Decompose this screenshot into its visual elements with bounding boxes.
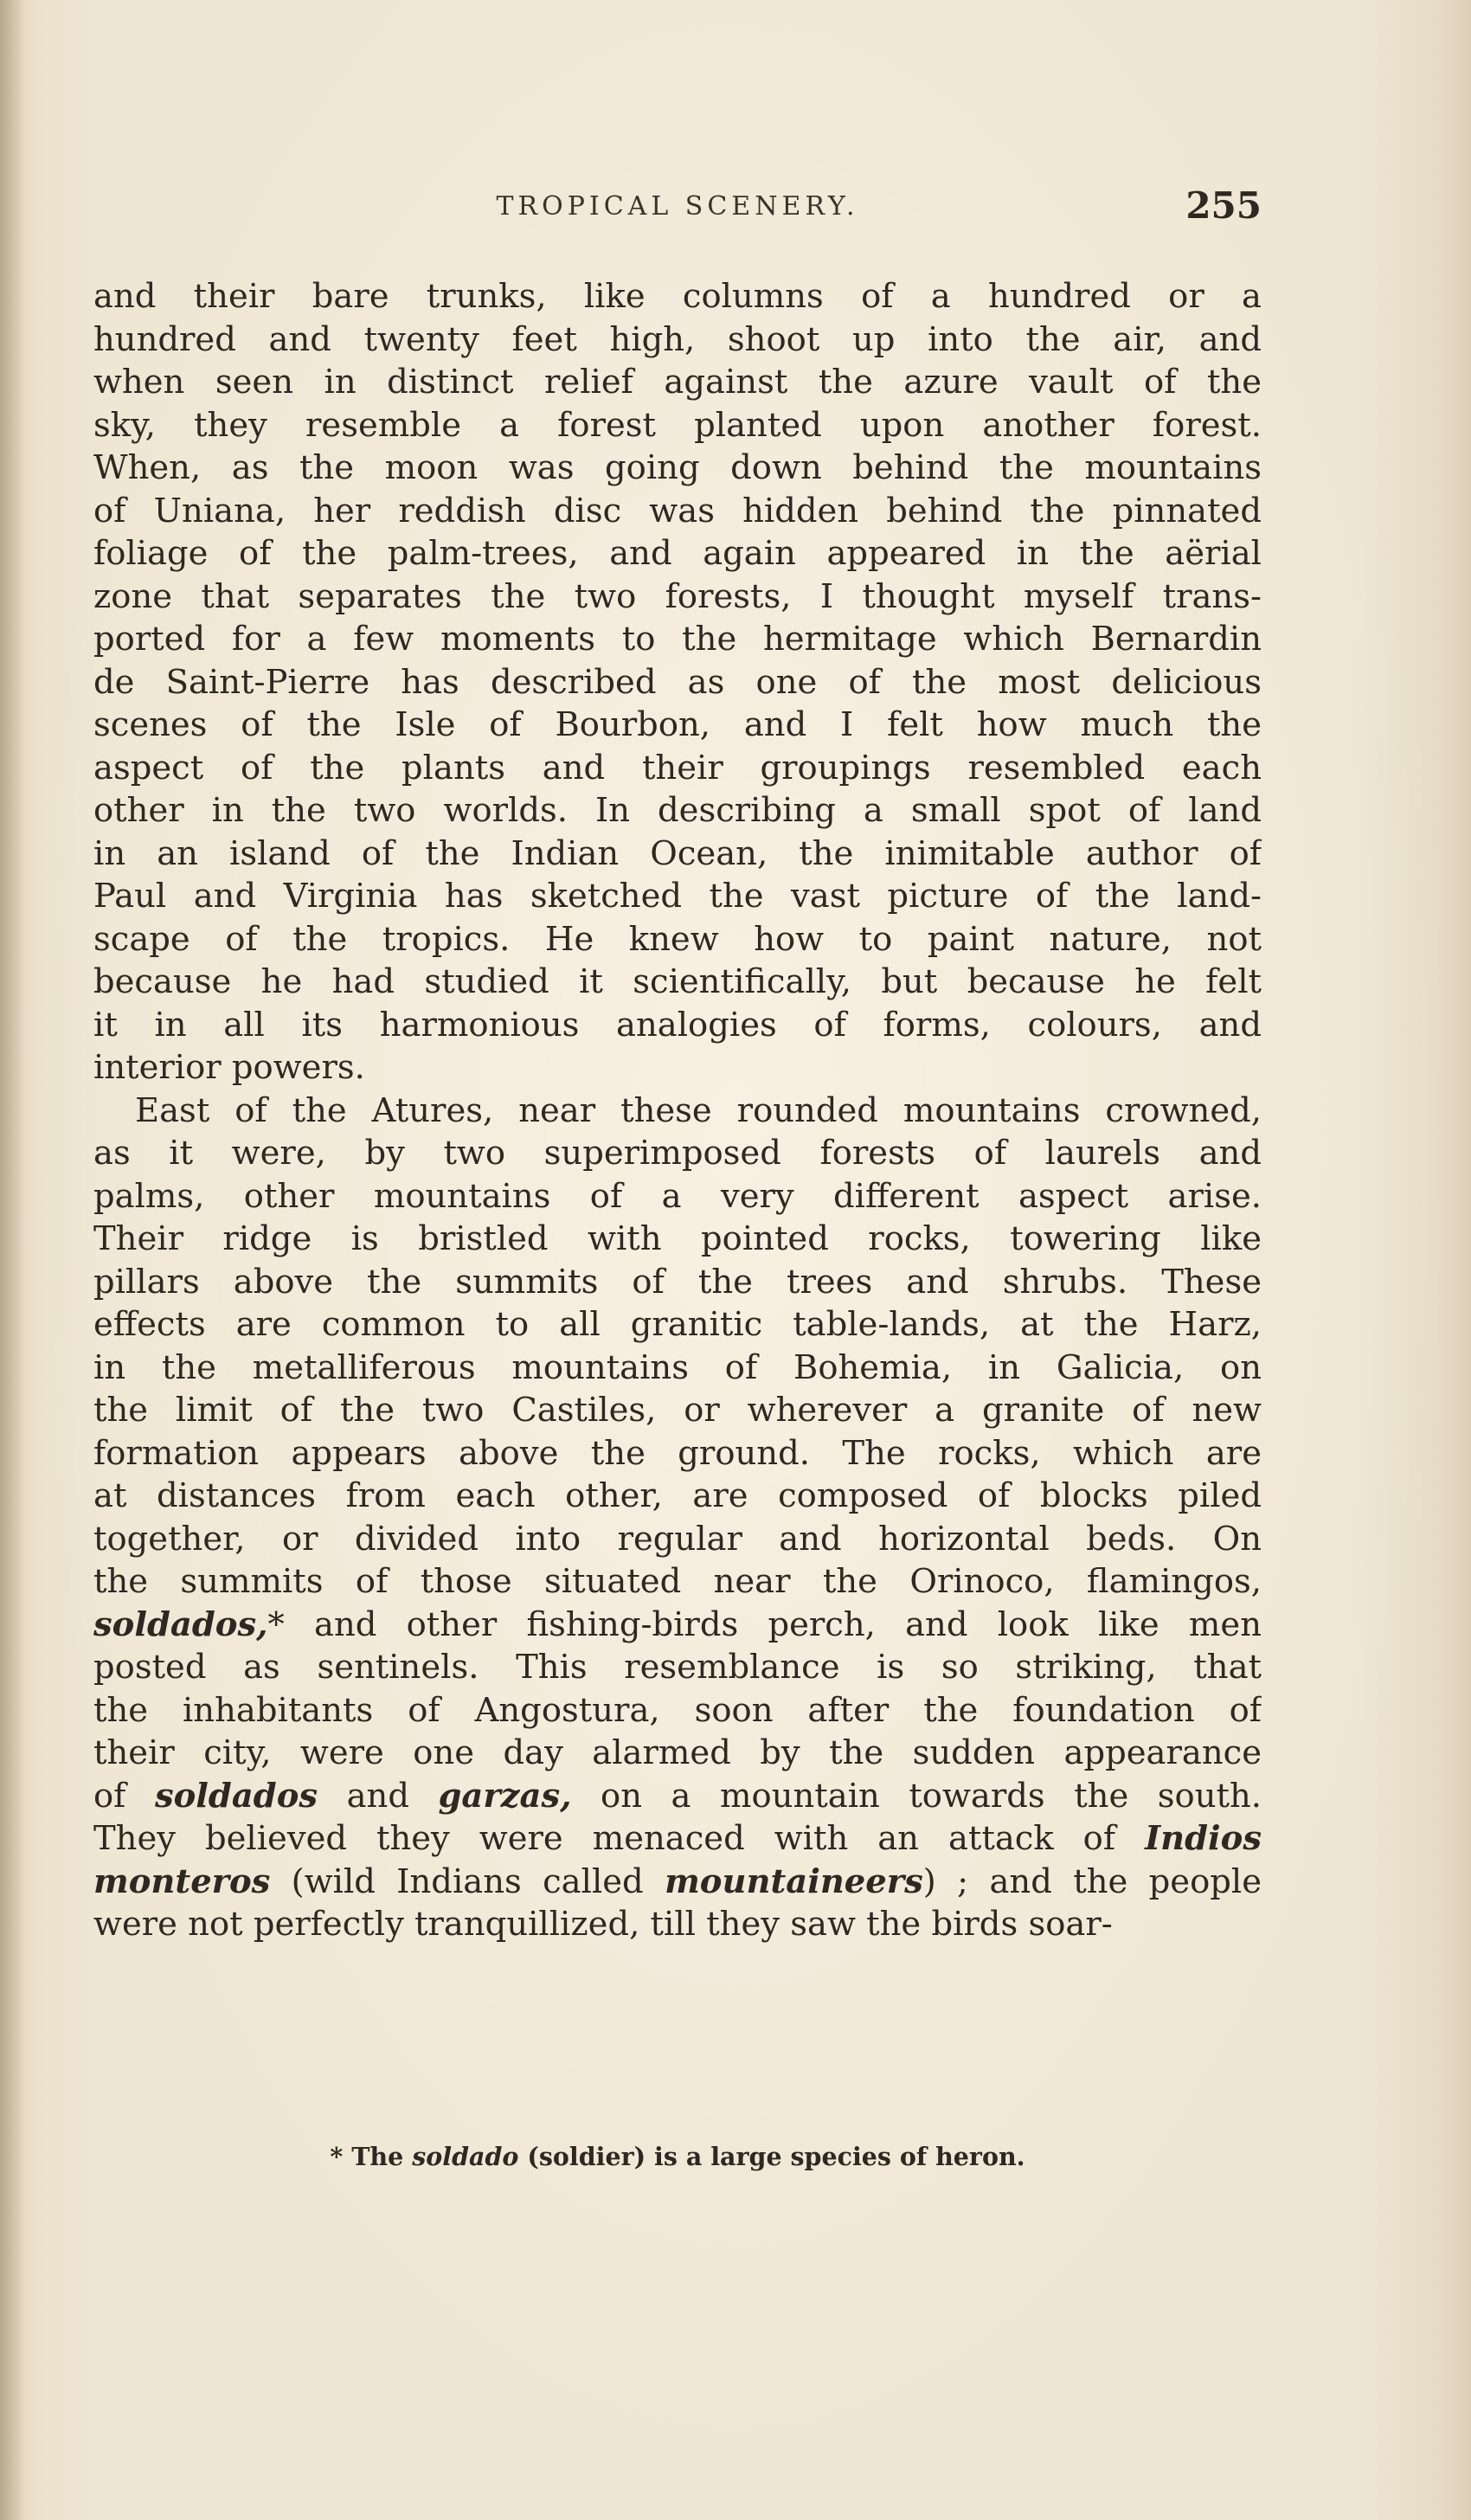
text-line	[93, 1218, 1262, 1261]
text-line	[93, 575, 1262, 619]
paragraph	[93, 275, 1262, 1090]
italic-term: mountaineers	[665, 1861, 923, 1901]
text-segment: were not perfectly tranquillized, till they saw the birds soar-	[93, 1905, 1113, 1944]
text-line	[93, 1518, 1262, 1561]
running-title: TROPICAL SCENERY.	[496, 191, 859, 222]
text-segment: Paul and Virginia has sketched the vast picture of the land-	[93, 877, 1262, 916]
text-segment: sky, they resemble a forest planted upon another forest.	[93, 405, 1262, 445]
text-segment: and their bare trunks, like columns of a hundred or a	[93, 277, 1262, 316]
text-line	[93, 1560, 1262, 1604]
body-text	[93, 275, 1262, 1946]
text-line	[93, 618, 1262, 661]
text-segment: (wild Indians called	[270, 1861, 665, 1901]
text-line	[93, 490, 1262, 533]
text-segment: hundred and twenty feet high, shoot up into the air, and	[93, 319, 1262, 359]
page-spine-shadow	[0, 0, 24, 2520]
text-segment: They believed they were menaced with an attack of	[93, 1819, 1146, 1858]
text-line	[93, 447, 1262, 490]
text-segment: in an island of the Indian Ocean, the inimitable author of	[93, 833, 1262, 873]
text-line	[93, 1175, 1262, 1218]
footnote-marker: * The	[330, 2142, 413, 2171]
text-line	[93, 1775, 1262, 1818]
text-segment: de Saint-Pierre has described as one of the most delicious	[93, 662, 1262, 702]
footnote-text: (soldier) is a large species of heron.	[518, 2142, 1025, 2171]
text-line	[93, 1604, 1262, 1647]
text-segment: on a mountain towards the south.	[571, 1776, 1262, 1816]
text-line	[93, 275, 1262, 318]
footnote-term: soldado	[412, 2142, 519, 2171]
text-segment: the inhabitants of Angostura, soon after the foundation of	[93, 1690, 1262, 1730]
text-segment: because he had studied it scientifically, but because he felt	[93, 962, 1262, 1001]
text-segment: formation appears above the ground. The rocks, which are	[93, 1433, 1262, 1473]
page-number: 255	[1185, 184, 1262, 227]
text-segment: * and other fishing-birds perch, and look like men	[267, 1604, 1262, 1644]
text-segment: posted as sentinels. This resemblance is so striking, that	[93, 1648, 1262, 1687]
text-line	[93, 1475, 1262, 1518]
text-segment: at distances from each other, are composed of blocks piled	[93, 1476, 1262, 1515]
text-segment: pillars above the summits of the trees and shrubs. These	[93, 1262, 1262, 1302]
text-segment: palms, other mountains of a very different aspect arise.	[93, 1176, 1262, 1216]
text-segment: when seen in distinct relief against the azure vault of the	[93, 363, 1262, 402]
text-segment: together, or divided into regular and horizontal beds. On	[93, 1519, 1262, 1559]
text-segment: scape of the tropics. He knew how to paint nature, not	[93, 919, 1262, 959]
text-line	[93, 318, 1262, 362]
running-head	[93, 184, 1262, 236]
text-line	[93, 1303, 1262, 1347]
text-line	[93, 789, 1262, 832]
text-line	[93, 1389, 1262, 1432]
text-segment: the limit of the two Castiles, or wherever a granite of new	[93, 1391, 1262, 1430]
text-segment: scenes of the Isle of Bourbon, and I felt how much the	[93, 705, 1262, 744]
text-segment: of Uniana, her reddish disc was hidden behind the pinnated	[93, 491, 1262, 530]
text-line	[93, 1432, 1262, 1475]
text-line	[93, 361, 1262, 404]
text-segment: it in all its harmonious analogies of forms, colours, and	[93, 1005, 1262, 1045]
text-line	[93, 875, 1262, 918]
text-line	[93, 661, 1262, 704]
text-segment: other in the two worlds. In describing a small spot of land	[93, 791, 1262, 830]
text-segment: Their ridge is bristled with pointed rocks, towering like	[93, 1219, 1262, 1258]
text-line	[93, 1046, 1262, 1090]
text-line	[93, 1817, 1262, 1861]
italic-term: garzas,	[438, 1776, 572, 1816]
text-line	[93, 1090, 1262, 1133]
text-line	[93, 1132, 1262, 1175]
text-segment: and	[318, 1776, 439, 1816]
text-line	[93, 1732, 1262, 1775]
italic-term: soldados	[154, 1776, 318, 1816]
text-segment: East of the Atures, near these rounded mountains crowned,	[135, 1090, 1262, 1130]
text-line	[93, 1689, 1262, 1732]
footnote	[93, 2142, 1262, 2171]
text-segment: ported for a few moments to the hermitage which Bernardin	[93, 620, 1262, 659]
text-segment: aspect of the plants and their groupings resembled each	[93, 748, 1262, 788]
italic-term: soldados,	[93, 1604, 268, 1644]
text-line	[93, 918, 1262, 961]
text-line	[93, 532, 1262, 575]
text-line	[93, 961, 1262, 1004]
text-line	[93, 1903, 1262, 1946]
text-segment: interior powers.	[93, 1048, 365, 1087]
text-segment: their city, were one day alarmed by the sudden appearance	[93, 1733, 1262, 1772]
text-line	[93, 832, 1262, 876]
paragraph	[93, 1090, 1262, 1946]
text-segment: zone that separates the two forests, I thought myself trans-	[93, 576, 1262, 616]
text-line	[93, 704, 1262, 747]
text-segment: foliage of the palm-trees, and again appeared in the aërial	[93, 534, 1262, 573]
text-segment: effects are common to all granitic table-lands, at the Harz,	[93, 1305, 1262, 1344]
text-line	[93, 1004, 1262, 1047]
text-segment: the summits of those situated near the Orinoco, flamingos,	[93, 1562, 1262, 1601]
text-line	[93, 404, 1262, 447]
text-line	[93, 1861, 1262, 1904]
text-segment: in the metalliferous mountains of Bohemia, in Galicia, on	[93, 1347, 1262, 1387]
text-line	[93, 1347, 1262, 1390]
text-segment: When, as the moon was going down behind the mountains	[93, 448, 1262, 487]
text-segment: of	[93, 1776, 155, 1816]
text-line	[93, 747, 1262, 790]
italic-term: Indios	[1145, 1819, 1262, 1858]
text-segment: as it were, by two superimposed forests of laurels and	[93, 1134, 1262, 1173]
text-line	[93, 1646, 1262, 1689]
italic-term: monteros	[93, 1861, 271, 1901]
text-line	[93, 1261, 1262, 1304]
text-segment: ) ; and the people	[922, 1861, 1262, 1901]
